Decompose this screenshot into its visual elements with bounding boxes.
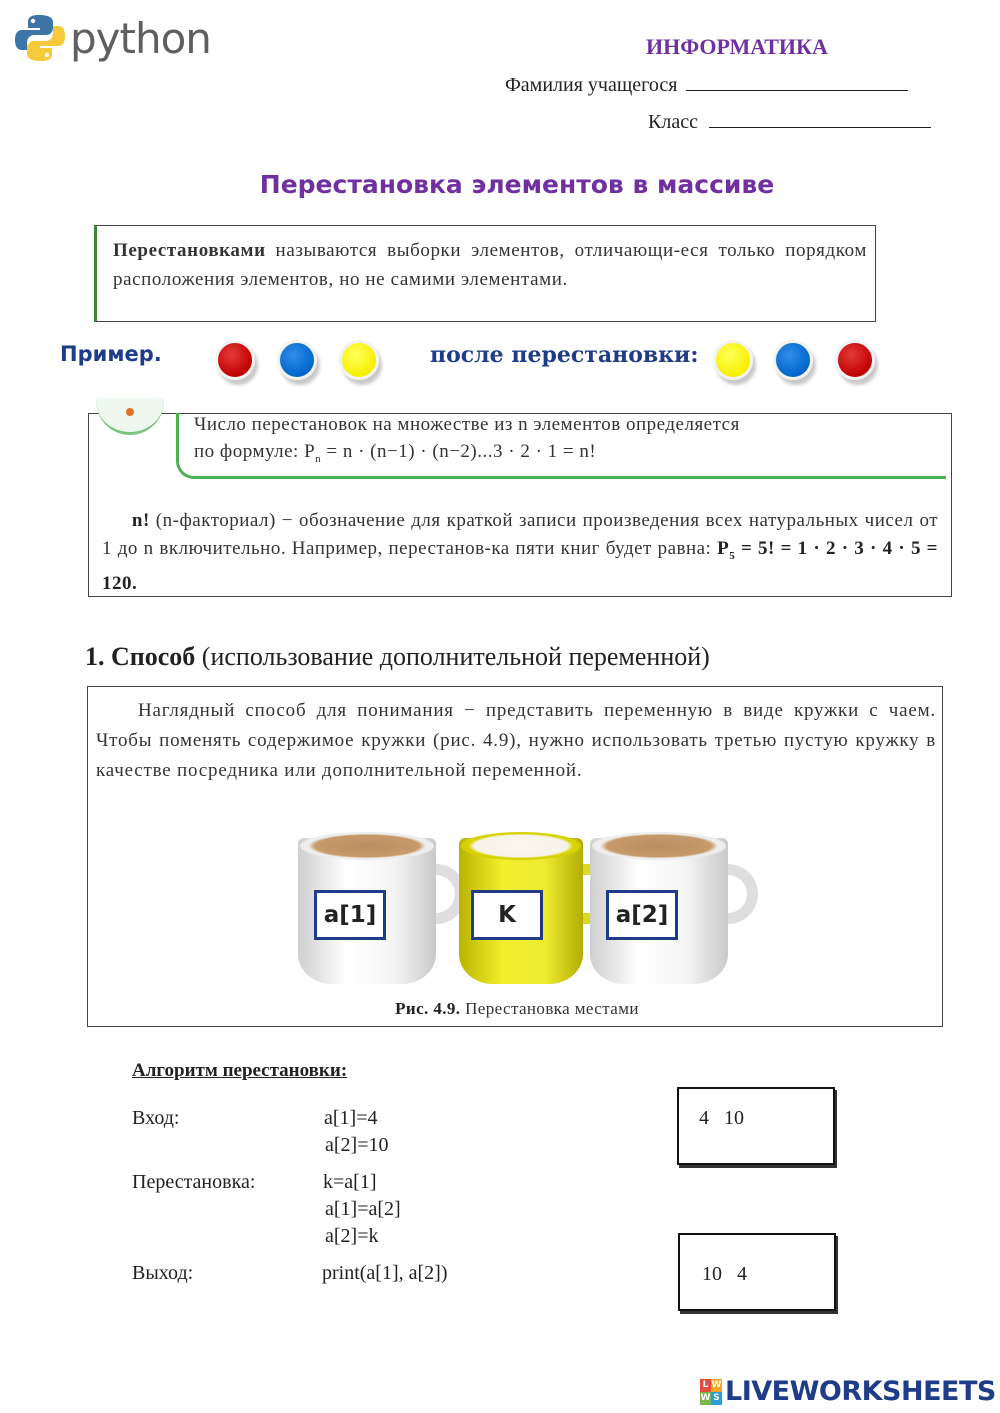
mug-rim <box>461 832 581 860</box>
definition-box <box>94 225 876 322</box>
swap-line-3: a[2]=k <box>325 1225 379 1247</box>
memory-after-values: 10 4 <box>702 1263 747 1285</box>
student-name-blank[interactable] <box>686 74 908 91</box>
brand-icon-w1: W <box>711 1379 722 1390</box>
ball-after-3 <box>835 340 875 380</box>
memory-before-values: 4 10 <box>699 1107 744 1129</box>
python-logo <box>14 10 214 66</box>
output-label: Выход: <box>132 1262 194 1284</box>
factorial-result: = 5! = 1 · 2 · 3 · 4 · 5 = 120. <box>102 538 939 594</box>
definition-text <box>97 226 875 294</box>
factorial-sub: 5 <box>729 549 736 562</box>
mug-explanation: Наглядный способ для понимания − представить переменную в виде кружки с чаем. Чтобы поменять содержимое кружки (рис. 4.9), нужно использовать третью пустую кружку в качестве посредника или дополнительной переменной. <box>96 700 936 781</box>
swap-label: Перестановка: <box>132 1171 256 1193</box>
formula-line-2 <box>194 441 596 465</box>
formula-suffix: = n · (n−1) · (n−2)...3 · 2 · 1 = n! <box>321 441 597 462</box>
ball-before-1 <box>215 340 255 380</box>
ball-after-2 <box>773 340 813 380</box>
method-number: 1. Способ <box>85 642 196 671</box>
memory-box-after <box>678 1233 836 1311</box>
brand-icon-s: S <box>711 1392 722 1405</box>
mug-label-a2: a[2] <box>606 890 678 940</box>
mug-label-k: K <box>471 890 543 940</box>
subject-title: ИНФОРМАТИКА <box>646 34 828 59</box>
ball-before-3 <box>339 340 379 380</box>
brand-icon-w2: W <box>700 1392 711 1403</box>
liveworksheets-icon <box>700 1379 722 1405</box>
mug-rim <box>592 832 726 860</box>
brand-icon-l: L <box>700 1379 711 1392</box>
class-field <box>648 111 931 134</box>
figure-caption <box>0 999 1000 1019</box>
formula-sub: n <box>315 452 322 465</box>
formula-line-1: Число перестановок на множестве из n элементов определяется <box>194 414 740 435</box>
factorial-body: (n-факториал) − обозначение для краткой записи произведения всех натуральных чисел от 1 до n включительно. Например, перестанов-ка пяти книг будет равна: <box>102 510 939 559</box>
factorial-text <box>102 507 938 598</box>
mug-rim <box>300 832 434 860</box>
class-blank[interactable] <box>709 111 931 128</box>
input-label: Вход: <box>132 1107 180 1129</box>
swap-line-1: k=a[1] <box>323 1171 377 1193</box>
liveworksheets-logo <box>700 1376 996 1407</box>
formula-prefix: по формуле: P <box>194 441 316 462</box>
class-label: Класс <box>648 111 698 133</box>
example-label: Пример. <box>60 342 162 366</box>
input-line-1: a[1]=4 <box>324 1107 378 1129</box>
input-line-2: a[2]=10 <box>325 1134 389 1156</box>
ball-after-1 <box>713 340 753 380</box>
logo-text: python <box>70 13 211 63</box>
factorial-term: n! <box>131 510 150 531</box>
method-note: (использование дополнительной переменной) <box>195 642 710 671</box>
definition-term: Перестановками <box>113 240 266 261</box>
definition-body: называются выборки элементов, отличающи-еся только порядком расположения элементов, но не самими элементами. <box>113 240 867 290</box>
student-name-field <box>505 74 908 97</box>
ball-before-2 <box>277 340 317 380</box>
mug-label-a1: a[1] <box>314 890 386 940</box>
page-title: Перестановка элементов в массиве <box>259 170 775 199</box>
python-snake-icon <box>14 12 66 64</box>
method-heading <box>85 642 710 672</box>
output-line: print(a[1], a[2]) <box>322 1262 448 1284</box>
caption-text: Перестановка местами <box>460 999 639 1018</box>
swap-line-2: a[1]=a[2] <box>325 1198 401 1220</box>
decor-dot <box>126 408 134 416</box>
algorithm-title: Алгоритм перестановки: <box>132 1060 348 1081</box>
student-name-label: Фамилия учащегося <box>505 74 678 96</box>
caption-number: Рис. 4.9. <box>395 999 461 1018</box>
memory-box-before <box>677 1087 835 1165</box>
after-swap-label: после перестановки: <box>430 342 699 368</box>
liveworksheets-text: LIVEWORKSHEETS <box>725 1376 996 1407</box>
factorial-p: P <box>717 538 730 559</box>
